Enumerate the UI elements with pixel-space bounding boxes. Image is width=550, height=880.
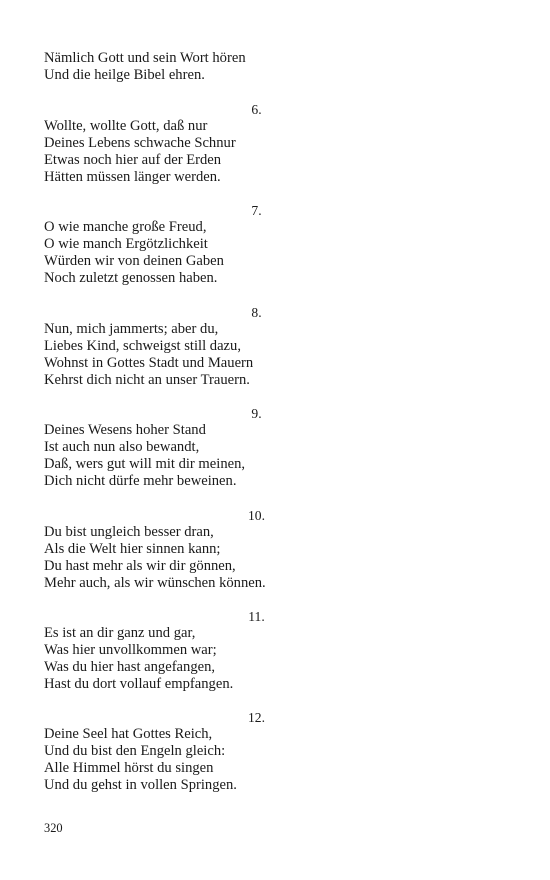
poem-line: O wie manch Ergötzlichkeit bbox=[44, 236, 208, 253]
poem-line: Was hier unvollkommen war; bbox=[44, 641, 217, 658]
poem-line: Etwas noch hier auf der Erden bbox=[44, 152, 222, 168]
poem-line: Deines Wesens hoher Stand bbox=[44, 422, 206, 439]
stanza-number: 10. bbox=[248, 507, 265, 523]
stanza-number: 12. bbox=[248, 710, 265, 726]
stanza-number: 11. bbox=[248, 608, 265, 624]
stanza-number: 8. bbox=[251, 304, 262, 320]
poem-line: Kehrst dich nicht an unser Trauern. bbox=[44, 371, 250, 388]
stanza-number: 6. bbox=[251, 102, 262, 117]
poem-line: Noch zuletzt genossen haben. bbox=[44, 270, 218, 287]
poem-line: Daß, wers gut will mit dir meinen, bbox=[44, 456, 246, 473]
poem-line: Als die Welt hier sinnen kann; bbox=[44, 540, 221, 557]
stanza-list bbox=[44, 101, 474, 811]
poem-line: Was du hier hast angefangen, bbox=[44, 658, 216, 675]
poem-line: Nun, mich jammerts; aber du, bbox=[44, 320, 219, 337]
stanza-number: 9. bbox=[251, 406, 262, 422]
stanza-12 bbox=[44, 709, 474, 810]
stanza-11 bbox=[44, 608, 474, 709]
poem-line: Wohnst in Gottes Stadt und Mauern bbox=[44, 354, 254, 371]
stanza-6 bbox=[44, 101, 474, 202]
poem-line: Und du gehst in vollen Springen. bbox=[44, 777, 237, 794]
stanza-7 bbox=[44, 202, 474, 303]
stanza-8 bbox=[44, 304, 474, 405]
poem-line: Dich nicht dürfe mehr beweinen. bbox=[44, 473, 237, 490]
poem-line: Es ist an dir ganz und gar, bbox=[44, 624, 196, 641]
poem-line: O wie manche große Freud, bbox=[44, 219, 207, 236]
poem-line: Würden wir von deinen Gaben bbox=[44, 253, 224, 270]
stanza-number: 7. bbox=[251, 203, 262, 219]
poem-line: Mehr auch, als wir wünschen können. bbox=[44, 574, 266, 591]
poem-line: Und die heilge Bibel ehren. bbox=[44, 67, 205, 83]
poem-line: Nämlich Gott und sein Wort hören bbox=[44, 50, 246, 66]
poem-line: Deine Seel hat Gottes Reich, bbox=[44, 726, 213, 743]
poem-line: Du hast mehr als wir dir gönnen, bbox=[44, 557, 236, 574]
poem-line: Deines Lebens schwache Schnur bbox=[44, 135, 236, 151]
poem-line: Hast du dort vollauf empfangen. bbox=[44, 675, 234, 692]
page-number: 320 bbox=[44, 821, 63, 835]
opening-lines bbox=[44, 50, 246, 84]
stanza-9 bbox=[44, 405, 474, 506]
poem-line: Hätten müssen länger werden. bbox=[44, 169, 221, 185]
poem-line: Du bist ungleich besser dran, bbox=[44, 523, 214, 540]
poem-line: Ist auch nun also bewandt, bbox=[44, 439, 200, 456]
stanza-10 bbox=[44, 507, 474, 608]
poem-line: Wollte, wollte Gott, daß nur bbox=[44, 118, 208, 134]
poem-line: Liebes Kind, schweigst still dazu, bbox=[44, 337, 241, 354]
poem-line: Alle Himmel hörst du singen bbox=[44, 760, 214, 777]
poem-line: Und du bist den Engeln gleich: bbox=[44, 743, 226, 760]
